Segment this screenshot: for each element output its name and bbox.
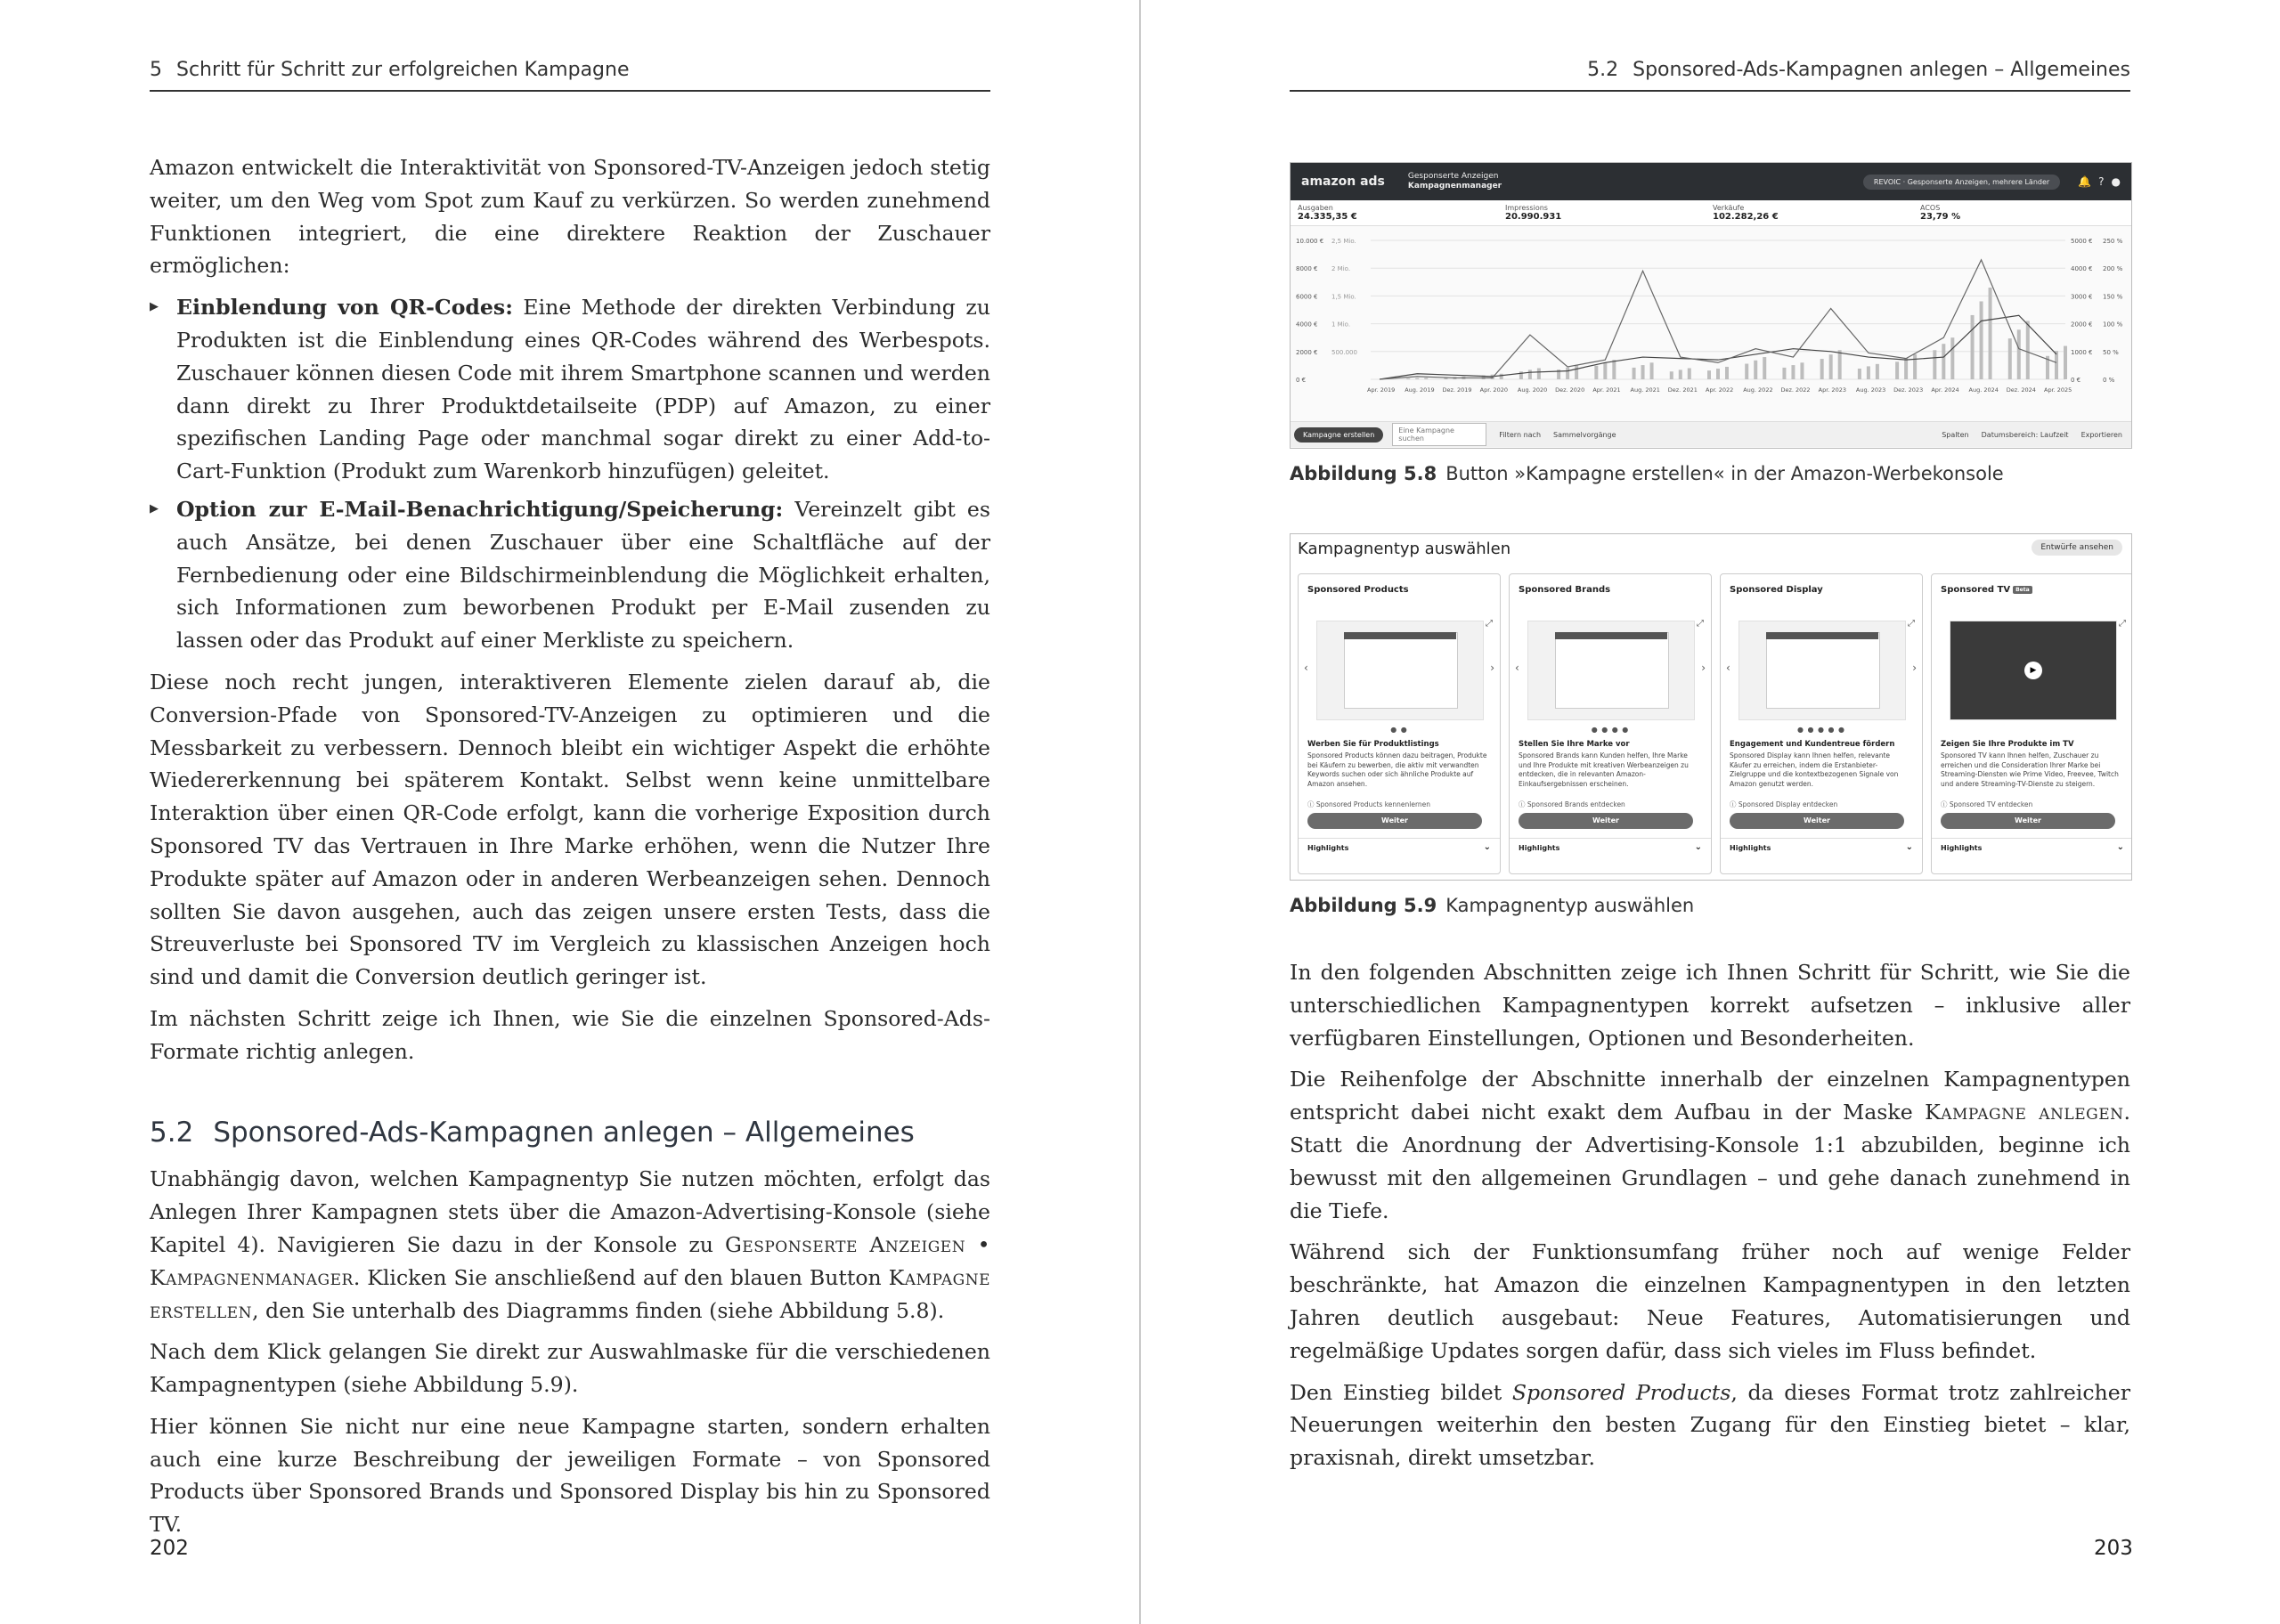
chart-bar[interactable] [1716,369,1720,379]
figure-caption [1290,895,1694,916]
x-tick-label: Dez. 2019 [1442,386,1472,394]
card-headline: Zeigen Sie Ihre Produkte im TV [1941,740,2074,749]
chart-bar[interactable] [1528,369,1532,379]
metric-label: ACOS [1920,204,1941,212]
continue-button[interactable]: Weiter [1307,813,1482,829]
y-tick-label-impressions: 1,5 Mio. [1331,293,1356,301]
x-tick-label: Dez. 2020 [1555,386,1585,394]
learn-more-link[interactable] [1519,800,1625,809]
list-item-text: Vereinzelt gibt es auch Ansätze, bei denen Zuschauer über eine Schaltfläche auf der Fernbedienung oder eine Bildschirmeinblendung die Möglichkeit erhalten, sich Informationen zum beworbenen Produkt per E-Mail zusenden zu lassen oder das Produkt auf einer Merkliste zu speichern. [176,496,990,654]
caption-label: Abbildung 5.9 [1290,895,1437,916]
campaign-type-card[interactable] [1298,573,1501,874]
campaign-toolbar [1291,421,2131,447]
chart-bar[interactable] [1633,368,1636,379]
metric-value: 23,79 % [1920,212,1961,222]
chart-bar[interactable] [1575,365,1578,379]
chart-bar[interactable] [1745,364,1748,379]
list-item [150,291,990,488]
info-icon: ⓘ [1307,800,1316,808]
running-head-left [150,59,990,92]
chart-bar[interactable] [1754,361,1757,379]
intro-paragraph: Amazon entwickelt die Interaktivität von Sponsored-TV-Anzeigen jedoch stetig weiter, um den Weg vom Spot zum Kauf zu verkürzen. So werden zunehmend Funktionen integriert, die eine direktere Reaktion der Zuschauer ermöglichen: [150,155,990,279]
chart-bar[interactable] [1971,315,1975,379]
learn-more-link[interactable] [1730,800,1837,809]
x-tick-label: Apr. 2022 [1706,386,1734,394]
ad-preview-image [1950,621,2117,720]
chart-bar[interactable] [1838,350,1842,379]
preview-header-bar [1766,632,1878,639]
paragraph: Nach dem Klick gelangen Sie direkt zur Auswahlmaske für die verschiedenen Kampagnentypen (siehe Abbildung 5.9). [150,1339,990,1398]
chart-bar[interactable] [2055,351,2058,379]
y-tick-label: 2000 € [1296,348,1318,356]
ad-preview-image [1316,621,1484,720]
chart-bar[interactable] [2008,338,2012,379]
card-description: Sponsored Display kann Ihnen helfen, relevante Käufer zu erreichen, indem die Erstanbieter-Zielgruppe und die kontextbezogenen Signale von Amazon genutzt werden. [1730,751,1899,788]
x-tick-label: Dez. 2024 [2006,386,2036,394]
carousel-prev-icon[interactable]: ‹ [1726,662,1730,674]
continue-button[interactable]: Weiter [1730,813,1904,829]
highlights-label: Highlights [1730,844,1771,852]
chart-bar[interactable] [1415,378,1419,379]
chart-bar[interactable] [1679,369,1682,379]
chevron-down-icon: ⌄ [1483,842,1491,852]
caption-text: Button »Kampagne erstellen« in der Amazon-Werbekonsole [1445,463,2004,484]
card-description: Sponsored Products können dazu beitragen, Produkte bei Käufern zu bewerben, die aktiv mit verwandten Keywords suchen oder sich ähnliche Produkte auf Amazon ansehen. [1307,751,1487,788]
chart-bar[interactable] [1725,367,1729,379]
y-right-tick-label: 2000 € [2071,321,2093,329]
highlights-toggle[interactable] [1721,838,1922,857]
paragraph: Diese noch recht jungen, interaktiveren Elemente zielen darauf ab, die Conversion-Pfade von Sponsored-TV-Anzeigen zu optimieren und die Messbarkeit zu verbessern. Dennoch bleibt ein wichtiger Aspekt die erhöhte Wiedererkennung bei späterem Kontakt. Selbst wenn keine unmittelbare Interaktion über einen QR-Code erfolgt, kann die vorherige Exposition durch Sponsored TV das Vertrauen in Ihre Marke erhöhen, wenn die Nutzer Ihre Produkte später auf Amazon oder in anderen Werbeanzeigen sehen. Dennoch sollten Sie davon ausgehen, auch das zeigen unsere ersten Tests, dass die Streuverluste bei Sponsored TV im Vergleich zu klassischen Anzeigen hoch sind und damit die Conversion deutlich geringer ist. [150,669,990,990]
y-right-tick-label: 5000 € [2071,238,2093,245]
chart-bar[interactable] [1942,344,1945,379]
breadcrumb-item[interactable]: Kampagnenmanager [1407,182,1502,191]
paragraph: In den folgenden Abschnitten zeige ich Ihnen Schritt für Schritt, wie Sie die unterschiedlichen Kampagnentypen korrekt aufsetzen – inklusive aller verfügbaren Einstellungen, Optionen und Besonderheiten. [1290,960,2130,1051]
page-number: 203 [2094,1537,2133,1560]
learn-more-text: Sponsored TV entdecken [1949,800,2033,808]
campaign-type-card[interactable] [1720,573,1923,874]
x-tick-label: Dez. 2022 [1780,386,1811,394]
highlights-label: Highlights [1307,844,1349,852]
expand-icon[interactable]: ⤢ [1908,619,1915,629]
metric-label: Impressions [1505,204,1548,212]
highlights-toggle[interactable] [1932,838,2132,857]
section-title: Sponsored-Ads-Kampagnen anlegen – Allgemeines [213,1116,915,1149]
metrics-row [1291,200,2131,226]
section-number: 5.2 [1587,59,1619,81]
list-item-head: Einblendung von QR-Codes: [176,295,513,321]
y-right-tick-label-acos: 100 % [2103,321,2123,329]
info-icon: ⓘ [1730,800,1738,808]
text-run: Unabhängig davon, welchen Kampagnentyp Sie nutzen möchten, erfolgt das Anlegen Ihrer Kampagnen stets über die Amazon-Advertising-Konsole (siehe Kapitel 4). Navigieren Sie dazu in der Konsole zu [150,1166,990,1257]
chart-bar[interactable] [1829,354,1833,379]
amazon-ads-logo: amazon ads [1301,175,1385,189]
carousel-next-icon[interactable]: › [1912,662,1917,674]
expand-icon[interactable]: ⤢ [1697,619,1704,629]
chevron-down-icon: ⌄ [1694,842,1702,852]
chart-bar[interactable] [1670,371,1673,379]
feature-list [150,291,990,657]
chart-bar[interactable] [1858,369,1861,379]
highlights-label: Highlights [1941,844,1983,852]
campaign-type-card[interactable] [1931,573,2132,874]
paragraph [150,1163,990,1327]
text-run: . Statt die Anordnung der Advertising-Konsole 1:1 abzubilden, beginne ich bewusst mit den allgemeinen Grundlagen – und gehe danach zunehmend in die Tiefe. [1290,1100,2130,1223]
expand-icon[interactable]: ⤢ [2119,619,2126,629]
running-head-right [1290,59,2130,92]
chart-bar[interactable] [1782,368,1786,379]
bell-icon[interactable]: 🔔 [2078,175,2092,188]
y-tick-label: 0 € [1296,377,1307,384]
y-tick-label: 6000 € [1296,293,1318,301]
info-icon: ⓘ [1941,800,1950,808]
metric-label: Verkäufe [1713,204,1745,212]
section-number: 5.2 [150,1116,194,1149]
chart-bar[interactable] [1406,378,1410,379]
metric-value: 20.990.931 [1505,212,1562,222]
y-right-tick-label-acos: 50 % [2103,348,2119,356]
user-icon[interactable]: ● [2111,175,2121,188]
preview-header-bar [1555,632,1667,639]
y-right-tick-label-acos: 150 % [2103,293,2123,301]
chart-bar[interactable] [1895,361,1899,379]
chevron-down-icon: ⌄ [1905,842,1913,852]
y-tick-label-impressions: 2 Mio. [1331,265,1351,273]
learn-more-text: Sponsored Display entdecken [1738,800,1838,808]
continue-button[interactable]: Weiter [1941,813,2115,829]
info-icon: ⓘ [1519,800,1527,808]
series-line [1380,260,2056,379]
chart-bar[interactable] [2064,346,2067,379]
y-right-tick-label: 3000 € [2071,293,2093,301]
y-right-tick-label-acos: 0 % [2103,377,2115,384]
help-icon[interactable]: ? [2098,175,2105,188]
chapter-number: 5 [150,59,162,81]
x-tick-label: Aug. 2020 [1517,386,1548,394]
carousel-dots[interactable]: ● ● ● ● ● [1796,726,1846,734]
left-page [0,0,1139,1624]
card-title [1941,585,2032,595]
list-item-head: Option zur E-Mail-Benachrichtigung/Speicherung: [176,496,784,522]
preview-page-mock [1766,632,1880,709]
paragraph: Im nächsten Schritt zeige ich Ihnen, wie Sie die einzelnen Sponsored-Ads-Formate richtig anlegen. [150,1005,990,1064]
figure-caption [1290,463,2004,484]
preview-header-bar [1344,632,1456,639]
x-tick-label: Apr. 2024 [1931,386,1959,394]
breadcrumb [1408,172,1502,191]
x-tick-label: Aug. 2019 [1405,386,1435,394]
chart-bar[interactable] [1950,337,1954,379]
text-run: Die Reihenfolge der Abschnitte innerhalb der einzelnen Kampagnentypen entspricht dabei nicht exakt dem Aufbau in der Maske [1290,1067,2130,1125]
chart-bar[interactable] [2026,321,2030,379]
left-body [150,151,990,1550]
chart-bar[interactable] [1537,369,1541,379]
menu-path: Gesponserte Anzeigen • Kampagnenmanager [150,1231,990,1290]
card-title [1307,585,1409,595]
date-range-dropdown[interactable]: Datumsbereich: Laufzeit [1981,430,2069,439]
learn-more-text: Sponsored Brands entdecken [1527,800,1625,808]
chart-bar[interactable] [1650,362,1654,379]
chart-bar[interactable] [1933,350,1936,379]
chart-bar[interactable] [1566,368,1569,379]
paragraph: Hier können Sie nicht nur eine neue Kampagne starten, sondern erhalten auch eine kurze Beschreibung der jeweiligen Formate – von Sponsored Products über Sponsored Brands und Sponsored Display bis hin zu Sponsored TV. [150,1413,990,1538]
page-number: 202 [150,1537,189,1560]
card-headline: Stellen Sie Ihre Marke vor [1519,740,1630,749]
chevron-down-icon: ⌄ [2116,842,2124,852]
console-topbar [1291,163,2131,200]
chart-bar[interactable] [1603,362,1607,379]
text-run: . Klicken Sie anschließend auf den blauen Button [353,1264,889,1290]
chart-bar[interactable] [1424,378,1428,379]
chart-bar[interactable] [1688,369,1691,379]
section-heading [150,1116,990,1149]
emphasis: Sponsored Products [1511,1379,1731,1405]
carousel-next-icon[interactable]: › [1490,662,1494,674]
campaign-type-card[interactable] [1509,573,1712,874]
x-tick-label: Apr. 2025 [2044,386,2072,394]
chart-bar[interactable] [1500,374,1503,379]
paragraph [1290,1376,2130,1474]
card-description: Sponsored TV kann Ihnen helfen, Zuschauer zu erreichen und die Consideration Ihrer Marke bei Streaming-Diensten wie Prime Video, Freevee, Twitch und andere Streaming-TV-Dienste zu steigern. [1941,751,2119,788]
chart-bar[interactable] [1641,365,1645,379]
metric-value: 102.282,26 € [1713,212,1779,222]
figure-campaign-manager [1290,162,2132,449]
y-tick-label-impressions: 500.000 [1331,348,1357,356]
chart-bar[interactable] [1800,362,1804,379]
metric-card[interactable] [1503,204,1711,222]
card-title [1519,585,1610,595]
caption-text: Kampagnentyp auswählen [1445,895,1695,916]
x-tick-label: Apr. 2019 [1367,386,1396,394]
expand-icon[interactable]: ⤢ [1486,619,1493,629]
x-tick-label: Aug. 2024 [1968,386,1999,394]
x-tick-label: Aug. 2021 [1630,386,1660,394]
preview-page-mock [1555,632,1669,709]
ad-preview-image [1527,621,1695,720]
metric-card[interactable] [1918,204,2126,222]
carousel-prev-icon[interactable]: ‹ [1515,662,1519,674]
bulk-actions-dropdown[interactable]: Sammelvorgänge [1553,430,1616,439]
right-page [1141,0,2280,1624]
x-tick-label: Dez. 2021 [1667,386,1698,394]
carousel-dots[interactable]: ● ● ● ● [1591,726,1630,734]
y-right-tick-label-acos: 250 % [2103,238,2123,245]
y-right-tick-label: 1000 € [2071,348,2093,356]
right-body [1290,956,2130,1483]
list-item [150,493,990,657]
ad-preview-image [1738,621,1906,720]
create-campaign-button[interactable]: Kampagne erstellen [1294,427,1383,443]
card-title-text: Sponsored Brands [1519,585,1611,595]
columns-dropdown[interactable]: Spalten [1942,430,1969,439]
carousel-prev-icon[interactable]: ‹ [1304,662,1308,674]
carousel-dots[interactable]: ● ● [1390,726,1408,734]
view-drafts-button[interactable]: Entwürfe ansehen [2032,540,2122,556]
mask-reference: Kampagne anlegen [1925,1100,2124,1125]
chart-bar[interactable] [1980,301,1983,379]
y-tick-label-impressions: 1 Mio. [1331,321,1351,329]
metric-label: Ausgaben [1298,204,1333,212]
learn-more-link[interactable] [1307,800,1430,809]
carousel-next-icon[interactable]: › [1701,662,1706,674]
account-selector[interactable]: REVOIC · Gesponserte Anzeigen, mehrere Länder [1863,175,2060,190]
chart-bar[interactable] [1820,359,1824,379]
campaign-search-input[interactable]: Eine Kampagne suchen [1392,423,1486,446]
chart-bar[interactable] [1707,370,1711,379]
y-tick-label-impressions: 2,5 Mio. [1331,238,1356,245]
card-headline: Werben Sie für Produktlistings [1307,740,1439,749]
chart-bar[interactable] [1791,365,1795,379]
card-headline: Engagement und Kundentreue fördern [1730,740,1895,749]
chart-bar[interactable] [1989,288,1992,379]
paragraph: Während sich der Funktionsumfang früher noch auf wenige Felder beschränkte, hat Amazon die einzelnen Kampagnentypen in den letzten Jahren deutlich ausgebaut: Neue Features, Automatisierungen und regelmäßige Updates sorgen dafür, dass sich vieles im Fluss befindet. [1290,1239,2130,1363]
filter-dropdown[interactable]: Filtern nach [1499,430,1542,439]
beta-badge: Beta [2013,586,2032,594]
play-icon[interactable]: ▶ [2024,662,2042,679]
button-reference: Kampagne erstellen [150,1264,990,1323]
highlights-label: Highlights [1519,844,1560,852]
highlights-toggle[interactable] [1510,838,1711,857]
caption-label: Abbildung 5.8 [1290,463,1437,484]
breadcrumb-item[interactable]: Gesponserte Anzeigen [1407,172,1499,181]
card-title-text: Sponsored TV [1941,585,2011,595]
x-tick-label: Aug. 2022 [1743,386,1773,394]
text-run: , den Sie unterhalb des Diagramms finden (siehe Abbildung 5.8). [251,1297,945,1323]
text-run: Den Einstieg bildet [1290,1379,1512,1405]
y-right-tick-label: 4000 € [2071,265,2093,273]
learn-more-link[interactable] [1941,800,2032,809]
chart-bar[interactable] [2017,329,2021,379]
text-run: , da dieses Format trotz zahlreicher Neuerungen weiterhin den besten Zugang für den Einstieg bietet – klar, praxisnah, direkt umsetzbar. [1290,1379,2130,1471]
learn-more-text: Sponsored Products kennenlernen [1315,800,1431,808]
card-title-text: Sponsored Products [1307,585,1409,595]
chart-bar[interactable] [1763,357,1766,379]
figure-campaign-type [1290,533,2132,881]
card-title [1730,585,1823,595]
performance-chart [1291,226,2131,404]
card-description: Sponsored Brands kann Kunden helfen, Ihre Marke und Ihre Produkte mit kreativen Werbeanzeigen zu entdecken, die in relevanten Amazon-Einkaufsergebnissen erscheinen. [1519,751,1689,788]
chart-bar[interactable] [1594,366,1598,379]
metric-card[interactable] [1296,204,1503,222]
chart-bar[interactable] [1913,354,1917,379]
x-tick-label: Aug. 2023 [1855,386,1886,394]
x-tick-label: Apr. 2021 [1592,386,1621,394]
x-tick-label: Apr. 2023 [1818,386,1846,394]
y-tick-label: 4000 € [1296,321,1318,329]
section-title: Sponsored-Ads-Kampagnen anlegen – Allgemeines [1633,59,2130,81]
y-right-tick-label: 0 € [2071,377,2081,384]
paragraph [1290,1063,2130,1227]
metric-card[interactable] [1711,204,1918,222]
metric-value: 24.335,35 € [1298,212,1357,222]
y-tick-label: 10.000 € [1296,238,1324,245]
y-right-tick-label-acos: 200 % [2103,265,2123,273]
chapter-title: Schritt für Schritt zur erfolgreichen Kampagne [176,59,630,81]
chart-bar[interactable] [1876,364,1879,379]
chart-bar[interactable] [1612,360,1616,379]
x-tick-label: Dez. 2023 [1893,386,1924,394]
export-button[interactable]: Exportieren [2080,430,2122,439]
highlights-toggle[interactable] [1299,838,1500,857]
dialog-title: Kampagnentyp auswählen [1298,540,1511,558]
x-tick-label: Apr. 2020 [1479,386,1508,394]
chart-bar[interactable] [1867,366,1870,379]
list-item-text: Eine Methode der direkten Verbindung zu Produkten ist die Einblendung eines QR-Codes während des Werbespots. Zuschauer können diesen Code mit ihrem Smartphone scannen und werden dann direkt zu Ihrer Produktdetailseite (PDP) auf Amazon, zu einer spezifischen Landing Page oder manchmal sogar direkt zu einer Add-to-Cart-Funktion (Produkt zum Warenkorb hinzufügen) geleitet. [176,295,990,484]
card-title-text: Sponsored Display [1730,585,1823,595]
preview-page-mock [1344,632,1458,709]
continue-button[interactable]: Weiter [1519,813,1693,829]
y-tick-label: 8000 € [1296,265,1318,273]
chart-bar[interactable] [1904,358,1908,379]
